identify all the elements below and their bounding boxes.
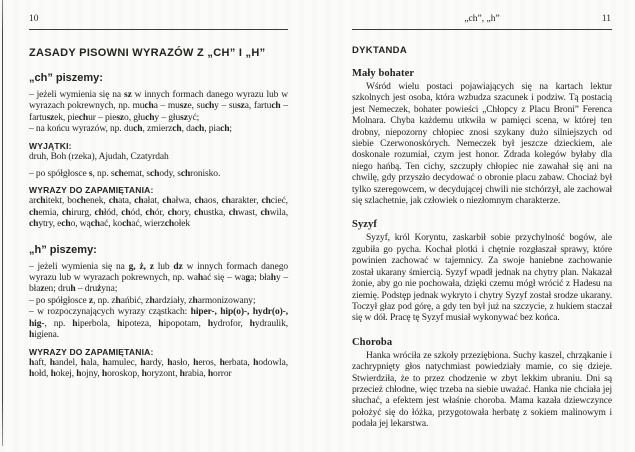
dictation-maly-bohater [352, 68, 612, 207]
dictation-text: Hanka wróciła ze szkoły przeziębiona. Suchy kaszel, chrząkanie i zachrypnięty głos natychmiast powiedziały mamie, co się dzieje. Stwierdziła, że to przez chodzenie w zbyt lekkim ubraniu. Dni są przecież chłodne, więc trzeba na siebie uważać. Hanka nie chciała jej słuchać, a efektem jest właśnie choroba. Mama kazała dziewczynce położyć się do łóżka, przygotowała herbatę z sokiem malinowym i podała jej lekarstwa. [352, 350, 612, 430]
dictation-heading: Syzyf [352, 219, 377, 231]
left-page-header [29, 13, 288, 30]
dictation-text: Syzyf, król Koryntu, zaskarbił sobie przychylność bogów, ale zgubiła go pycha. Kochał plotki i chętnie rozgłaszał sprawy, które powinien zachować w tajemnicy. Za swoje haniebne zachowanie został ukarany śmiercią. Syzyf wpadł jednak na chytry plan. Nakazał żonie, aby go nie pochowała, dzięki czemu mógł wrócić z Hadesu na ziemię. Podstęp jednak wykryto i chytry Syzyf został srodze ukarany. Toczył głaz pod górę, a gdy ten był już na szczycie, z hukiem staczał się w dół. Pracę tę Syzyf musiał wykonywać bez końca. [352, 233, 612, 324]
ch-section-rule-s: – po spółgłosce s, np. schemat, schody, schronisko. [29, 169, 221, 180]
running-head: „ch”, „h” [464, 14, 500, 24]
scan-left-edge [2, 0, 3, 446]
dictation-text: Wśród wielu postaci pojawiających się na kartach lektur szkolnych jest osoba, która wzbudza szacunek i podziw. Tą postacią jest Nemeczek, bohater powieści „Chłopcy z Placu Broni” Ferenca Molnara. Chyba każdemu utkwiła w pamięci scena, w której ten drobny, niepozorny chłopiec znosi szykany dużo silniejszych od siebie Czerwonoskórych. Nemeczek był jeszcze dzieckiem, ale doskonale rozumiał, czym jest honor. Zdrada kolegów byłaby dla niego hańbą. Ten cichy, szczupły chłopiec nie zawahał się ani na chwilę, gdy przyszło decydować o obronie placu zabaw. Chociaż był tylko szeregowcem, w decydującej chwili nie stchórzył, ale zachował się szlachetnie, jak człowiek o niezłomnym charakterze. [352, 82, 612, 207]
dictation-syzyf [352, 219, 612, 324]
h-remember-list: haft, handel, hala, hamulec, hardy, hasło, heros, herbata, hodowla, hołd, hokej, hojny, horoskop, horyzont, hrabia, horror [29, 357, 288, 379]
ch-remember-list: architekt, bochenek, chata, chałat, chałwa, chaos, charakter, chcieć, chemia, chirurg, chłód, chód, chór, chory, chustka, chwast, chwila, chytry, echo, wąchać, kochać, wierzchołek [29, 196, 288, 230]
right-page-number: 11 [601, 14, 611, 24]
ch-section-rules: – jeżeli wymienia się na sz w innych formach danego wyrazu lub w wyrazach pokrewnych, np. mucha – musze, suchy – susza, fartuch – fartuszek, piechur – pieszo, głuchy – głuszyć; – na końcu wyrazów, np. duch, zmierzch, dach, piach; [29, 90, 288, 135]
h-section-heading: „h” piszemy: [29, 243, 97, 256]
exceptions-label: WYJĄTKI: [29, 140, 72, 151]
dictation-heading: Choroba [352, 336, 393, 348]
ch-section-heading: „ch” piszemy: [29, 72, 103, 84]
left-page [29, 13, 288, 380]
exceptions-list: druh, Boh (rzeka), Ajudah, Czatyrdah [29, 151, 169, 162]
right-page [352, 13, 612, 431]
h-remember-label: WYRAZY DO ZAPAMIĘTANIA: [29, 346, 154, 357]
dictations-title: DYKTANDA [352, 45, 407, 56]
ch-remember-label: WYRAZY DO ZAPAMIĘTANIA: [29, 185, 154, 196]
left-page-number: 10 [29, 14, 39, 24]
dictation-heading: Mały bohater [352, 68, 415, 79]
h-section-rules: – jeżeli wymienia się na g, ż, z lub dz w innych formach danego wyrazu lub w wyrazach pokrewnych, np. wahać się – waga; błahy – błazen; druh – drużyna; – po spółgłosce z, np. zhańbić, zhardziały, zharmonizowany; – w rozpoczynających wyrazy cząstkach: hiper-, hip(o)-, hydr(o)-, hig-, np. hiperbola, hipoteza, hipopotam, hydrofor, hydraulik, higiena. [29, 261, 289, 341]
right-page-header [352, 13, 612, 30]
dictation-choroba [352, 337, 612, 431]
chapter-title: ZASADY PISOWNI WYRAZÓW Z „CH” I „H” [29, 47, 266, 59]
